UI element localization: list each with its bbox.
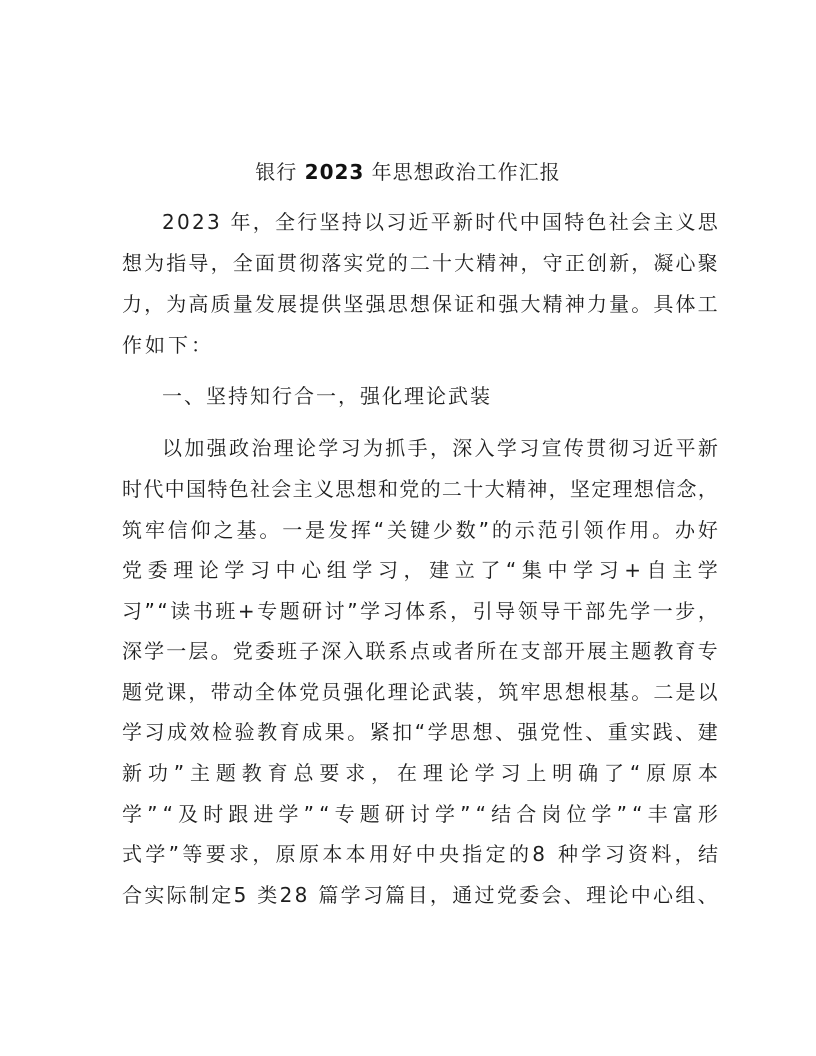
section-heading: 一、坚持知行合一，强化理论武装 (162, 384, 492, 408)
paragraph-line: 作如下： (122, 333, 214, 357)
paragraph-line: 想 为 指 导 ， 全 面 贯 彻 落 实 党 的 二 十 大 精 神 ， 守 正 创 新 ， 凝 心 聚 (122, 251, 718, 275)
title-prefix: 银行 (255, 160, 305, 184)
paragraph-line: 新 功 ” 主 题 教 育 总 要 求 ， 在 理 论 学 习 上 明 确 了 “ 原 原 本 (122, 761, 718, 785)
title-suffix: 年思想政治工作汇报 (364, 160, 561, 184)
document-title (0, 158, 816, 186)
paragraph-line: 学 ” “ 及 时 跟 进 学 ” “ 专 题 研 讨 学 ” “ 结 合 岗 位 学 ” “ 丰 富 形 (122, 802, 718, 826)
paragraph-line: 筑 牢 信 仰 之 基 。 一 是 发 挥 “ 关 键 少 数 ” 的 示 范 引 领 作 用 。 办 好 (122, 518, 718, 542)
paragraph-line: 2 0 2 3 年 ， 全 行 坚 持 以 习 近 平 新 时 代 中 国 特 色 社 会 主 义 思 (162, 210, 718, 234)
title-year: 2023 (304, 160, 365, 184)
paragraph-line: 式 学 ” 等 要 求 ， 原 原 本 本 用 好 中 央 指 定 的 8 种 学 习 资 料 ， 结 (122, 842, 718, 866)
paragraph-line: 党 委 理 论 学 习 中 心 组 学 习 ， 建 立 了 “ 集 中 学 习 + 自 主 学 (122, 558, 718, 582)
paragraph-line: 深 学 一 层 。 党 委 班 子 深 入 联 系 点 或 者 所 在 支 部 开 展 主 题 教 育 专 (122, 639, 718, 663)
paragraph-line: 题 党 课 ， 带 动 全 体 党 员 强 化 理 论 武 装 ， 筑 牢 思 想 根 基 。 二 是 以 (122, 680, 718, 704)
paragraph-line: 时 代 中 国 特 色 社 会 主 义 思 想 和 党 的 二 十 大 精 神 ， 坚 定 理 想 信 念 ， (122, 477, 718, 501)
paragraph-line: 合 实 际 制 定 5 类 2 8 篇 学 习 篇 目 ， 通 过 党 委 会 、 理 论 中 心 组 、 (122, 883, 718, 907)
paragraph-line: 以 加 强 政 治 理 论 学 习 为 抓 手 ， 深 入 学 习 宣 传 贯 彻 习 近 平 新 (162, 436, 718, 460)
paragraph-line: 学 习 成 效 检 验 教 育 成 果 。 紧 扣 “ 学 思 想 、 强 党 性 、 重 实 践 、 建 (122, 720, 718, 744)
paragraph-line: 习 ” “ 读 书 班 + 专 题 研 讨 ” 学 习 体 系 ， 引 导 领 导 干 部 先 学 一 步 ， (122, 599, 718, 623)
paragraph-line: 力 ， 为 高 质 量 发 展 提 供 坚 强 思 想 保 证 和 强 大 精 神 力 量 。 具 体 工 (122, 292, 718, 316)
